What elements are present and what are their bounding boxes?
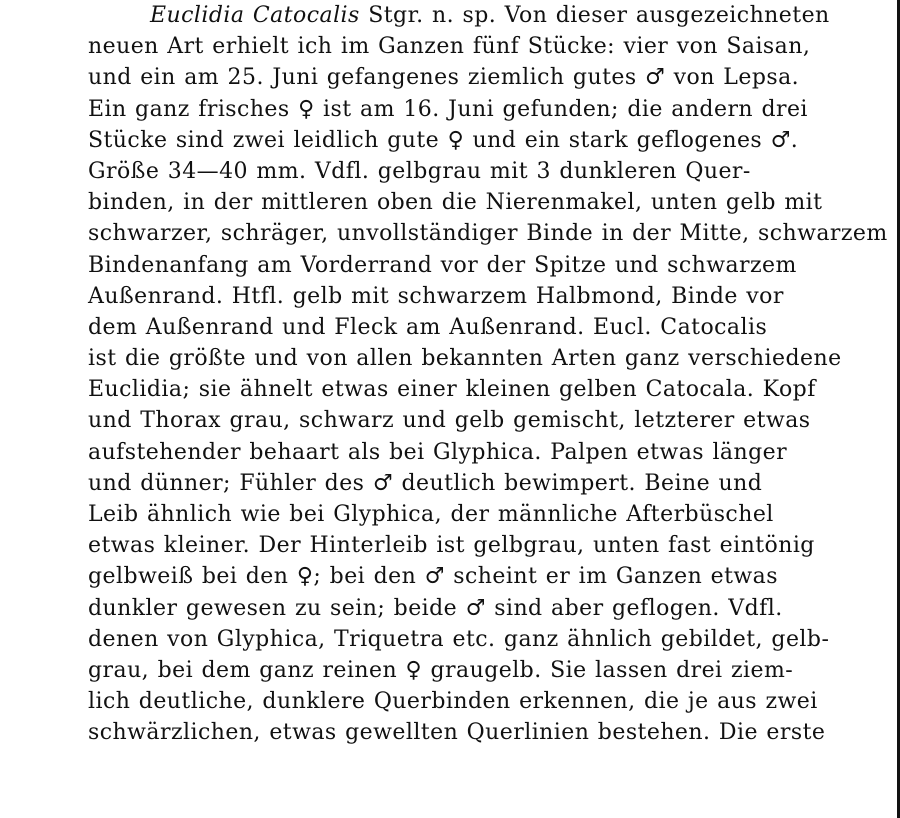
text-line-17: Leib ähnlich wie bei Glyphica, der männliche Afterbüschel [88, 502, 774, 527]
text-line-7: binden, in der mittleren oben die Nierenmakel, unten gelb mit [88, 190, 823, 216]
text-line-21: denen von Glyphica, Triquetra etc. ganz ähnlich gebildet, gelb- [88, 626, 830, 652]
species-name: Euclidia Catocalis [150, 3, 360, 28]
text-line-1 [88, 0, 866, 31]
text-line-22: grau, bei dem ganz reinen ♀ graugelb. Sie lassen drei ziem- [88, 657, 794, 683]
text-line-8: schwarzer, schräger, unvollständiger Binde in der Mitte, schwarzem [88, 221, 888, 247]
text-line-10: Außenrand. Htfl. gelb mit schwarzem Halbmond, Binde vor [88, 283, 784, 309]
text-line-4: Ein ganz frisches ♀ ist am 16. Juni gefunden; die andern drei [88, 96, 808, 122]
species-description-paragraph [88, 0, 888, 749]
text-line-14: und Thorax grau, schwarz und gelb gemischt, letzterer etwas [88, 408, 811, 434]
text-line-12: ist die größte und von allen bekannten Arten ganz verschiedene [88, 346, 842, 372]
text-line-19: gelbweiß bei den ♀; bei den ♂ scheint er im Ganzen etwas [88, 564, 778, 590]
text-line-13: Euclidia; sie ähnelt etwas einer kleinen gelben Catocala. Kopf [88, 377, 816, 403]
text-line-1-body: Stgr. n. sp. Von dieser ausgezeichneten [359, 3, 830, 28]
text-line-5: Stücke sind zwei leidlich gute ♀ und ein stark geflogenes ♂. [88, 127, 799, 153]
text-line-9: Bindenanfang am Vorderrand vor der Spitze und schwarzem [88, 252, 797, 278]
text-line-2: neuen Art erhielt ich im Ganzen fünf Stücke: vier von Saisan, [88, 34, 811, 60]
text-line-15: aufstehender behaart als bei Glyphica. Palpen etwas länger [88, 439, 788, 465]
text-line-3: und ein am 25. Juni gefangenes ziemlich gutes ♂ von Lepsa. [88, 65, 800, 91]
text-line-23: lich deutliche, dunklere Querbinden erkennen, die je aus zwei [88, 689, 818, 715]
text-line-18: etwas kleiner. Der Hinterleib ist gelbgrau, unten fast eintönig [88, 533, 815, 559]
text-line-16: und dünner; Fühler des ♂ deutlich bewimpert. Beine und [88, 470, 763, 496]
text-line-6: Größe 34—40 mm. Vdfl. gelbgrau mit 3 dunkleren Quer- [88, 158, 751, 184]
text-line-20: dunkler gewesen zu sein; beide ♂ sind aber geflogen. Vdfl. [88, 595, 783, 621]
text-line-24: schwärzlichen, etwas gewellten Querlinien bestehen. Die erste [88, 720, 826, 746]
text-line-11: dem Außenrand und Fleck am Außenrand. Eucl. Catocalis [88, 314, 768, 340]
